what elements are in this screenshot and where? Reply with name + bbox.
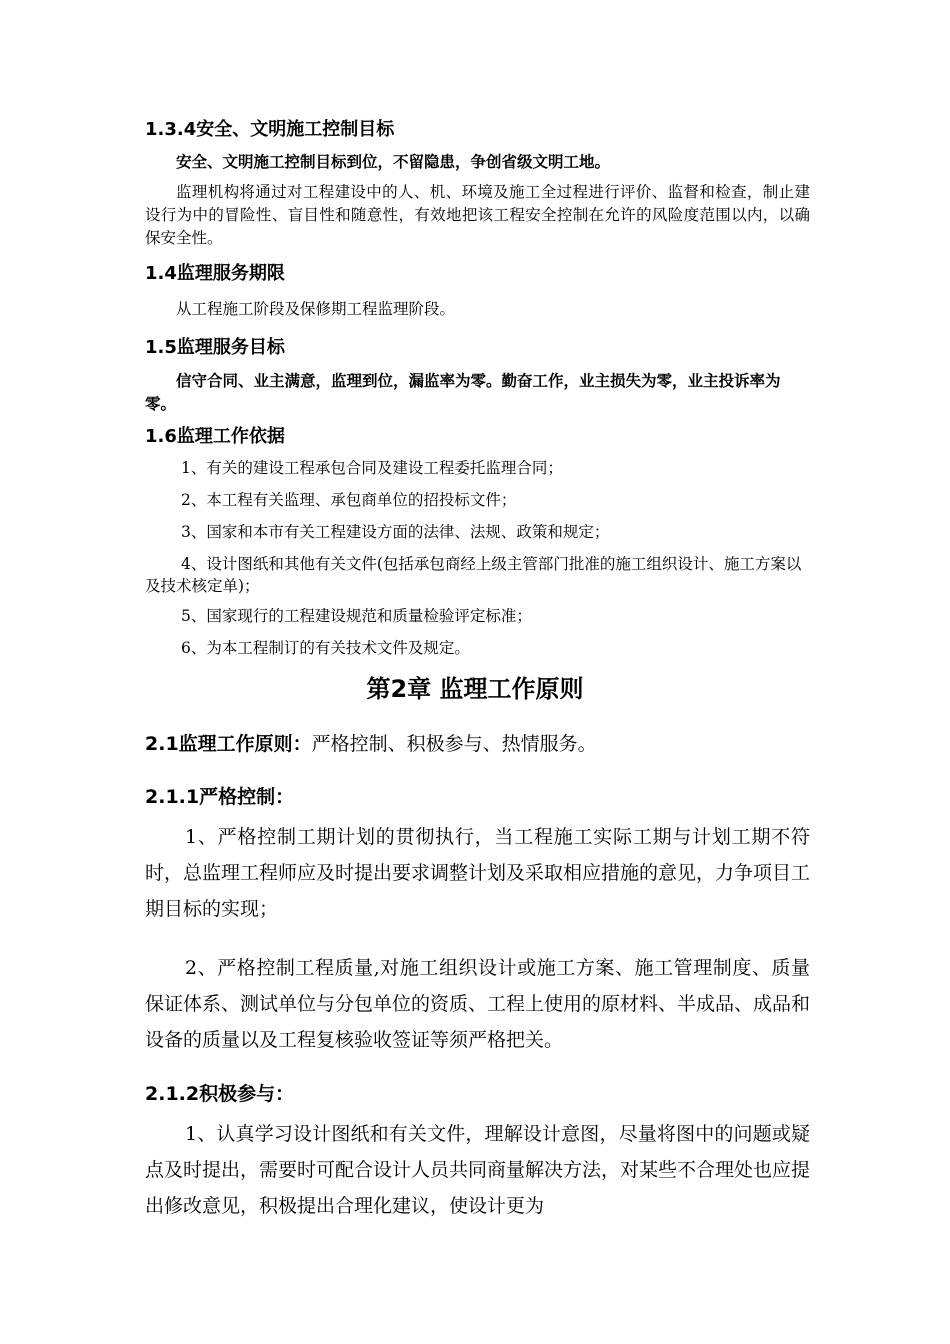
principle-heading (145, 730, 810, 758)
basis-item: 1、有关的建设工程承包合同及建设工程委托监理合同； (181, 459, 563, 477)
principle-heading-lead: 2.1监理工作原则： (145, 733, 312, 755)
basis-item: 4、设计图纸和其他有关文件(包括承包商经上级主管部门批准的施工组织设计、施工方案以及技术核定单)； (145, 555, 802, 595)
heading-1-6: 1.6监理工作依据 (145, 426, 285, 447)
basis-item: 2、本工程有关监理、承包商单位的招投标文件； (181, 491, 517, 509)
basis-item: 3、国家和本市有关工程建设方面的法律、法规、政策和规定； (181, 523, 610, 541)
safety-goal-text: 安全、文明施工控制目标到位，不留隐患，争创省级文明工地。 (176, 153, 611, 171)
safety-body-paragraph: 监理机构将通过对工程建设中的人、机、环境及施工全过程进行评价、监督和检查，制止建设行为中的冒险性、盲目性和随意性，有效地把该工程安全控制在允许的风险度范围以内，以确保安全性。 (145, 183, 810, 247)
chapter-2-title: 第2章 监理工作原则 (366, 675, 584, 703)
service-goal-text: 信守合同、业主满意，监理到位，漏监率为零。勤奋工作，业主损失为零，业主投诉率为零。 (145, 372, 781, 413)
strict-control-paragraph-2: 2、严格控制工程质量,对施工组织设计或施工方案、施工管理制度、质量保证体系、测试单位与分包单位的资质、工程上使用的原材料、半成品、成品和设备的质量以及工程复核验收签证等须严格把关。 (145, 957, 811, 1051)
service-period-text: 从工程施工阶段及保修期工程监理阶段。 (176, 300, 456, 318)
basis-item: 5、国家现行的工程建设规范和质量检验评定标准； (181, 607, 532, 625)
heading-1-3-4: 1.3.4安全、文明施工控制目标 (145, 119, 395, 140)
active-participation-paragraph-1: 1、认真学习设计图纸和有关文件，理解设计意图，尽量将图中的问题或疑点及时提出，需要时可配合设计人员共同商量解决方法，对某些不合理处也应提出修改意见，积极提出合理化建议，使设计更为 (145, 1123, 811, 1217)
heading-1-5: 1.5监理服务目标 (145, 337, 285, 358)
principle-heading-rest: 严格控制、积极参与、热情服务。 (311, 733, 597, 755)
heading-2-1-1: 2.1.1严格控制： (145, 786, 295, 808)
heading-2-1-2: 2.1.2积极参与： (145, 1083, 295, 1105)
strict-control-paragraph-1: 1、严格控制工期计划的贯彻执行，当工程施工实际工期与计划工期不符时，总监理工程师应及时提出要求调整计划及采取相应措施的意见，力争项目工期目标的实现； (145, 826, 811, 920)
basis-item: 6、为本工程制订的有关技术文件及规定。 (181, 639, 470, 657)
heading-1-4: 1.4监理服务期限 (145, 263, 285, 284)
